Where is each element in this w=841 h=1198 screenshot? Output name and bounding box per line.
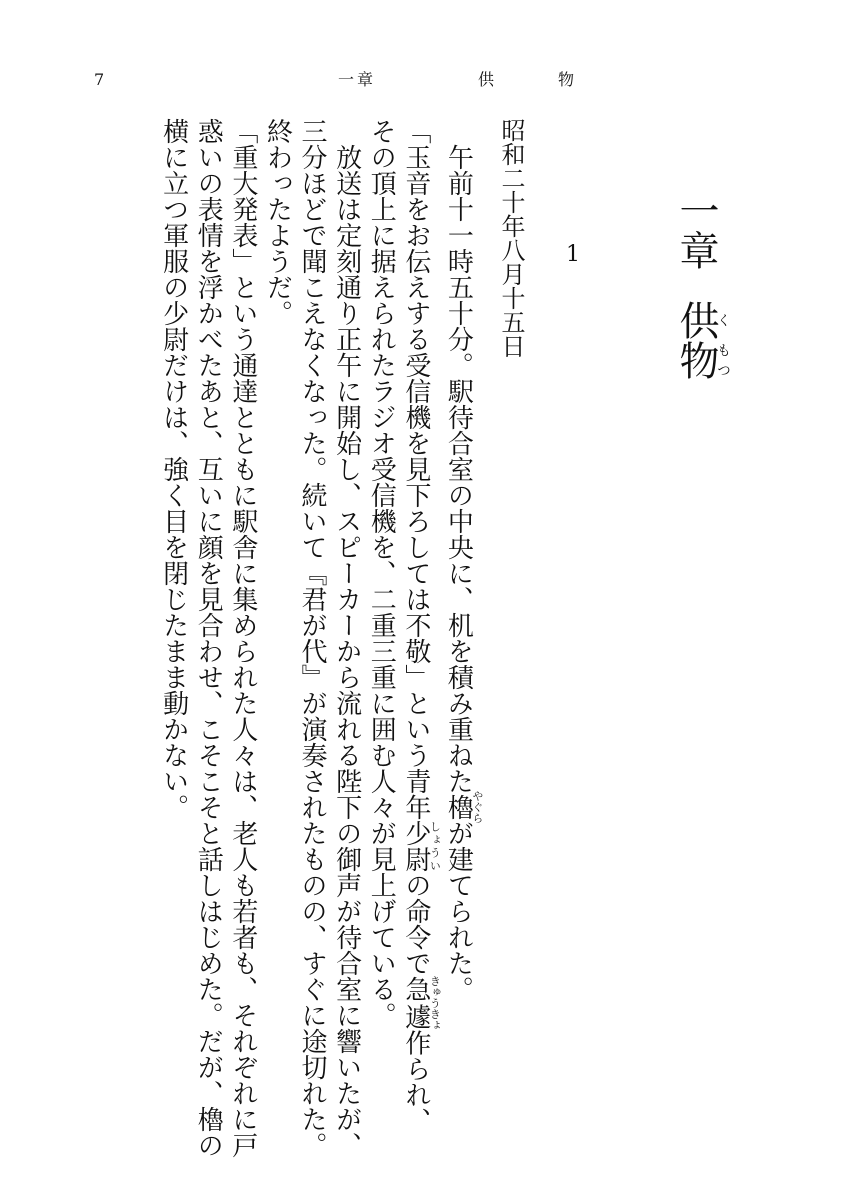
ruby-word: 少尉しょうい <box>400 820 442 872</box>
ruby-word: 櫓やぐら <box>443 790 484 824</box>
date-line: 昭和二十年八月十五日 <box>497 118 525 358</box>
chapter-heading <box>670 190 730 380</box>
running-head-title-char: 供 <box>478 70 495 89</box>
section-number: 1 <box>566 242 580 267</box>
page-number: 7 <box>94 70 105 89</box>
paragraph: 午前十一時五十分。駅待合室の中央に、机を積み重ねた櫓やぐらが建てられた。 <box>443 144 484 1002</box>
chapter-title-char: 供く <box>673 300 731 340</box>
running-head-chapter: 一章 <box>338 70 377 89</box>
chapter-title-char: 物もつ <box>673 340 731 380</box>
ruby-word: 急遽きゅうきょ <box>400 975 442 1031</box>
body-text <box>88 118 528 1158</box>
chapter-number: 一章 <box>673 190 719 270</box>
chapter-title-ruby: く <box>715 300 731 340</box>
running-head-title <box>478 72 574 88</box>
paragraph: 放送は定刻通り正午に開始し、スピーカーから流れる陛下の御声が待合室に響いたが、三分ほどで聞こえなくなった。続いて『君が代』が演奏されたものの、すぐに途切れた。終わったようだ。 <box>262 118 362 1158</box>
running-head-title-char: 物 <box>558 70 575 89</box>
paragraph: 「重大発表」という通達とともに駅舎に集められた人々は、老人も若者も、それぞれに戸惑いの表情を浮かべたあと、互いに顔を見合わせ、こそこそと話しはじめた。だが、櫓の横に立つ軍服の少尉だけは、強く目を閉じたまま動かない。 <box>158 118 258 1158</box>
paragraph: 「玉音をお伝えする受信機を見下ろしては不敬」という青年少尉しょういの命令で急遽きゅうきょ作られ、その頂上に据えられたラジオ受信機を、二重三重に囲む人々が見上げている。 <box>366 118 442 1134</box>
chapter-title-ruby: もつ <box>715 340 731 380</box>
